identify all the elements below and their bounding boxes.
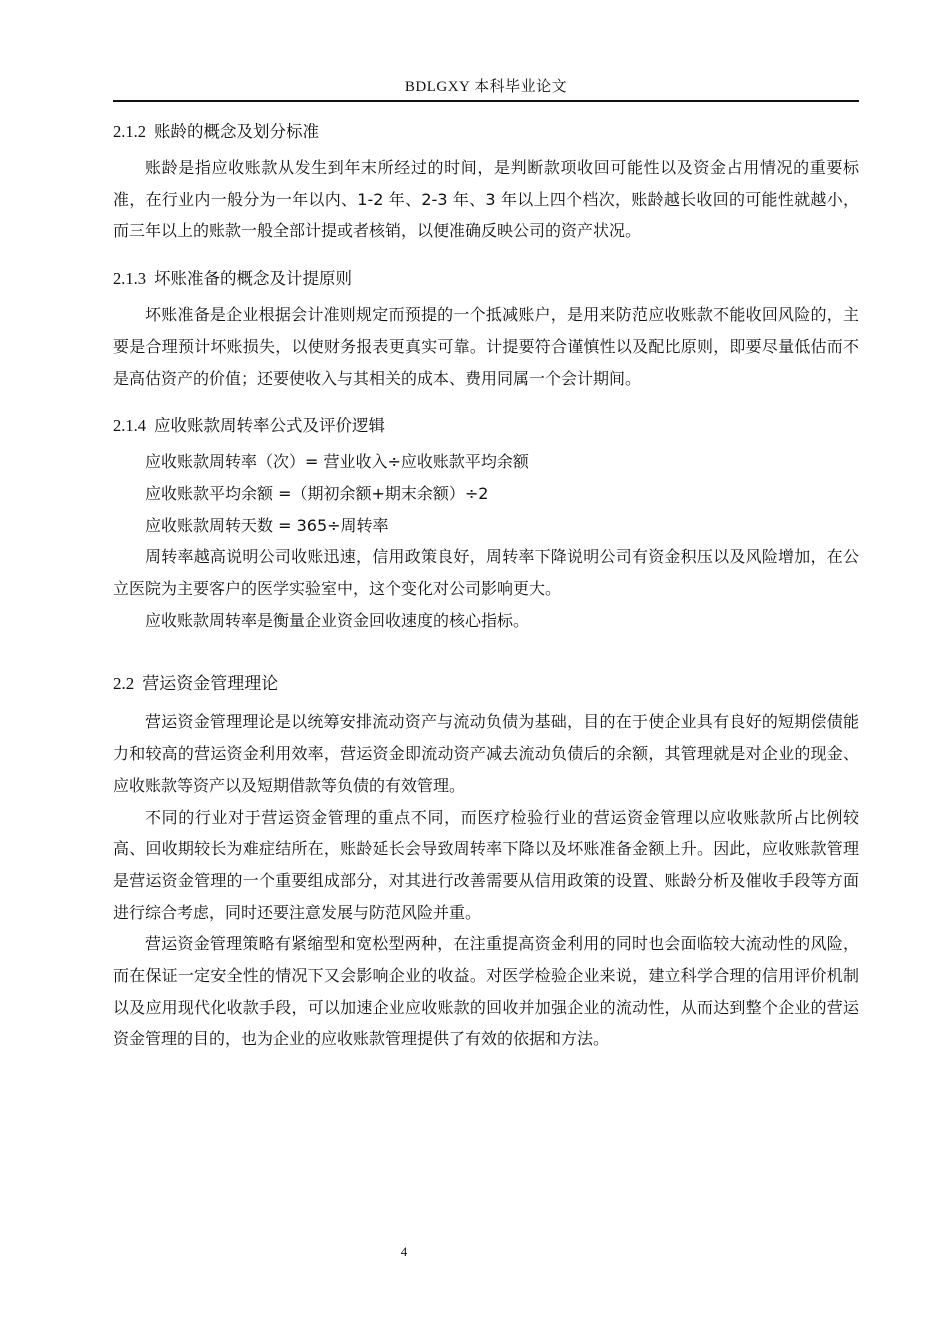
formula-average-balance: 应收账款平均余额 =（期初余额+期末余额）÷2 [145, 483, 489, 503]
section-title: 应收账款周转率公式及评价逻辑 [154, 416, 385, 436]
paragraph: 不同的行业对于营运资金管理的重点不同，而医疗检验行业的营运资金管理以应收账款所占比例较高、回收期较长为难症结所在，账龄延长会导致周转率下降以及坏账准备金额上升。因此，应收账款管理是营运资金管理的一个重要组成部分，对其进行改善需要从信用政策的设置、账龄分析及催收手段等方面进行综合考虑，同时还要注意发展与防范风险并重。 [113, 807, 859, 922]
section-number: 2.1.4 [113, 416, 146, 436]
paragraph: 账龄是指应收账款从发生到年末所经过的时间，是判断款项收回可能性以及资金占用情况的重要标准，在行业内一般分为一年以内、1-2 年、2-3 年、3 年以上四个档次，账龄越长收回的可能性就越小，而三年以上的账款一般全部计提或者核销，以便准确反映公司的资产状况。 [113, 158, 859, 241]
running-header: BDLGXY 本科毕业论文 [404, 79, 568, 95]
section-heading-2-1-2 [113, 118, 859, 146]
section-title: 坏账准备的概念及计提原则 [154, 269, 352, 289]
section-title: 营运资金管理理论 [142, 674, 279, 695]
section-number: 2.1.3 [113, 269, 146, 289]
paragraph: 营运资金管理策略有紧缩型和宽松型两种，在注重提高资金利用的同时也会面临较大流动性的风险，而在保证一定安全性的情况下又会影响企业的收益。对医学检验企业来说，建立科学合理的信用评价机制以及应用现代化收款手段，可以加速企业应收账款的回收并加强企业的流动性，从而达到整个企业的营运资金管理的目的，也为企业的应收账款管理提供了有效的依据和方法。 [113, 934, 859, 1049]
section-heading-2-1-4 [113, 412, 859, 440]
section-heading-2-2 [113, 670, 859, 698]
formula-turnover-days: 应收账款周转天数 = 365÷周转率 [145, 515, 389, 535]
header-divider [113, 100, 859, 102]
section-heading-2-1-3 [113, 265, 859, 293]
section-title: 账龄的概念及划分标准 [154, 122, 319, 141]
paragraph: 应收账款周转率是衡量企业资金回收速度的核心指标。 [145, 610, 530, 630]
formula-turnover-rate: 应收账款周转率（次）= 营业收入÷应收账款平均余额 [145, 452, 529, 472]
page-number: 4 [400, 1244, 408, 1259]
paragraph: 营运资金管理理论是以统筹安排流动资产与流动负债为基础，目的在于使企业具有良好的短期偿债能力和较高的营运资金利用效率，营运资金即流动资产减去流动负债后的余额，其管理就是对企业的现金、应收账款等资产以及短期借款等负债的有效管理。 [113, 712, 859, 795]
page-body [113, 114, 859, 1055]
section-number: 2.1.2 [113, 122, 146, 141]
paragraph: 周转率越高说明公司收账迅速，信用政策良好，周转率下降说明公司有资金积压以及风险增加，在公立医院为主要客户的医学实验室中，这个变化对公司影响更大。 [113, 547, 859, 599]
paragraph: 坏账准备是企业根据会计准则规定而预提的一个抵减账户，是用来防范应收账款不能收回风险的，主要是合理预计坏账损失，以使财务报表更真实可靠。计提要符合谨慎性以及配比原则，即要尽量低估而不是高估资产的价值；还要使收入与其相关的成本、费用同属一个会计期间。 [113, 305, 859, 388]
section-number: 2.2 [113, 674, 135, 694]
